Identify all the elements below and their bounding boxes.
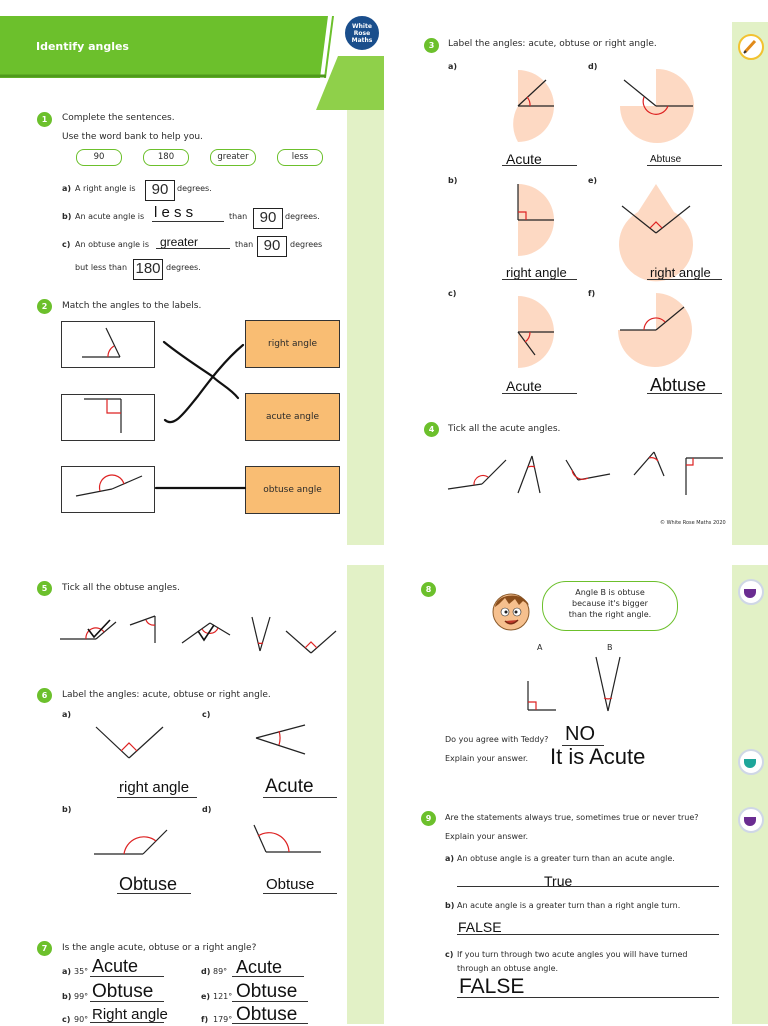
q1c-after: degrees [290,240,323,249]
item-label: e) [201,992,211,1001]
logo-text: White Rose Maths [351,22,373,44]
speech-text: Angle B is obtuse because it's bigger than the right angle. [568,588,652,619]
q1c-mid: than [235,240,254,249]
degree-value: 35° [74,967,89,976]
q7-answer: Obtuse [236,1004,298,1025]
handwritten-answer: greater [160,235,199,249]
degree-value: 121° [213,992,233,1001]
q7-answer: Acute [92,956,139,976]
degree-value: 99° [74,992,89,1001]
copyright: © White Rose Maths 2020 [660,520,726,526]
q1b-text: An acute angle is [75,212,145,221]
item-label: d) [201,967,211,976]
word-bank-item: greater [210,149,256,166]
answer-line [90,1001,164,1002]
degree-value: 179° [213,1015,233,1024]
q6-answer: Obtuse [266,876,315,893]
answer-line [90,1022,164,1023]
match-label[interactable]: right angle [245,320,340,368]
q1b-mid: than [229,212,248,221]
answer-line [457,934,719,935]
q2-prompt: Match the angles to the labels. [62,301,202,311]
question-number: 7 [37,941,52,956]
question-number: 5 [37,581,52,596]
question-number: 3 [424,38,439,53]
q1-prompt-2: Use the word bank to help you. [62,132,203,142]
q7-answer: Right angle [92,1006,168,1023]
q5-prompt: Tick all the obtuse angles. [62,583,180,593]
item-label: c) [202,710,211,719]
word-bank-item: 180 [143,149,189,166]
word-bank-item: 90 [76,149,122,166]
answer-line [117,797,197,798]
question-number: 2 [37,299,52,314]
answer-box[interactable]: 90 [257,236,287,257]
q4-angles [384,0,768,545]
item-label: c) [62,1015,71,1024]
page-2 [384,0,768,545]
q8-answer: NO [565,723,595,745]
angle-label-a: A [537,643,543,652]
item-label: a) [448,62,458,71]
item-label: a) [62,967,72,976]
q7-answer: Acute [236,957,283,977]
answer-box[interactable]: 90 [253,208,283,229]
item-label: a) [62,184,72,193]
item-label: d) [202,805,212,814]
degree-value: 89° [213,967,228,976]
item-label: b) [62,212,72,221]
q7-prompt: Is the angle acute, obtuse or a right angle? [62,943,257,953]
answer-box[interactable]: 180 [133,259,163,280]
page-4 [384,565,768,1024]
q1c-text: An obtuse angle is [75,240,150,249]
page-title: Identify angles [36,40,129,53]
q3-answer: Abtuse [650,375,707,395]
page-1 [0,0,384,545]
q1a-text: A right angle is [75,184,136,193]
q3-answer: Acute [506,151,542,167]
item-label: c) [448,289,457,298]
q3-answer: Acute [506,378,542,394]
item-label: a) [62,710,72,719]
word-bank-item: less [277,149,323,166]
answer-line [232,1001,308,1002]
question-number: 4 [424,422,439,437]
q3-answer: right angle [650,265,711,280]
item-label: b) [62,805,72,814]
answer-line [263,893,337,894]
q9b-text: An acute angle is a greater turn than a right angle turn. [457,901,681,910]
q9-answer: FALSE [459,975,525,998]
q1b-after: degrees. [285,212,320,221]
match-label[interactable]: acute angle [245,393,340,441]
q9-prompt: Are the statements always true, sometimes true or never true? [445,813,699,822]
question-number: 9 [421,811,436,826]
q3-prompt: Label the angles: acute, obtuse or right angle. [448,39,657,49]
q1a-after: degrees. [177,184,212,193]
match-label[interactable]: obtuse angle [245,466,340,514]
q9-answer: True [544,873,573,889]
question-number: 1 [37,112,52,127]
answer-line [232,976,304,977]
q1c-after2: degrees. [166,263,201,272]
q9c-text: If you turn through two acute angles you will have turned [457,950,688,959]
q9c-text-2: through an obtuse angle. [457,964,559,973]
q2-drawings [0,0,384,545]
q1-prompt: Complete the sentences. [62,113,175,123]
q7-answer: Obtuse [92,981,154,1002]
item-label: e) [588,176,598,185]
item-label: a) [445,854,455,863]
answer-line [457,997,719,998]
answer-line [117,893,191,894]
item-label: f) [201,1015,209,1024]
q4-prompt: Tick all the acute angles. [448,424,561,434]
page-3 [0,565,384,1024]
item-label: f) [588,289,596,298]
angle-label-b: B [607,643,613,652]
degree-value: 90° [74,1015,89,1024]
q9-prompt-2: Explain your answer. [445,832,529,841]
question-number: 6 [37,688,52,703]
item-label: d) [588,62,598,71]
q9a-text: An obtuse angle is a greater turn than an acute angle. [457,854,675,863]
handwritten-answer: l e s s [154,204,194,221]
answer-box[interactable]: 90 [145,180,175,201]
answer-line [457,886,719,887]
q3-answer: right angle [506,265,567,280]
q1c-line2: but less than [75,263,128,272]
q6-prompt: Label the angles: acute, obtuse or right angle. [62,690,271,700]
item-label: c) [445,950,454,959]
item-label: c) [62,240,71,249]
q8-question: Do you agree with Teddy? [445,735,549,744]
q6-angles [0,565,384,1024]
item-label: b) [62,992,72,1001]
answer-line [263,797,337,798]
q8-question-2: Explain your answer. [445,754,529,763]
q7-answer: Obtuse [236,981,298,1002]
question-number: 8 [421,582,436,597]
q8-explanation: It is Acute [550,744,646,769]
answer-line [90,976,164,977]
q6-answer: Acute [265,776,314,797]
q3-answer: Abtuse [650,154,682,165]
q6-answer: Obtuse [119,874,178,894]
item-label: b) [448,176,458,185]
q9-answer: FALSE [458,919,502,935]
q6-answer: right angle [119,779,190,796]
item-label: b) [445,901,455,910]
